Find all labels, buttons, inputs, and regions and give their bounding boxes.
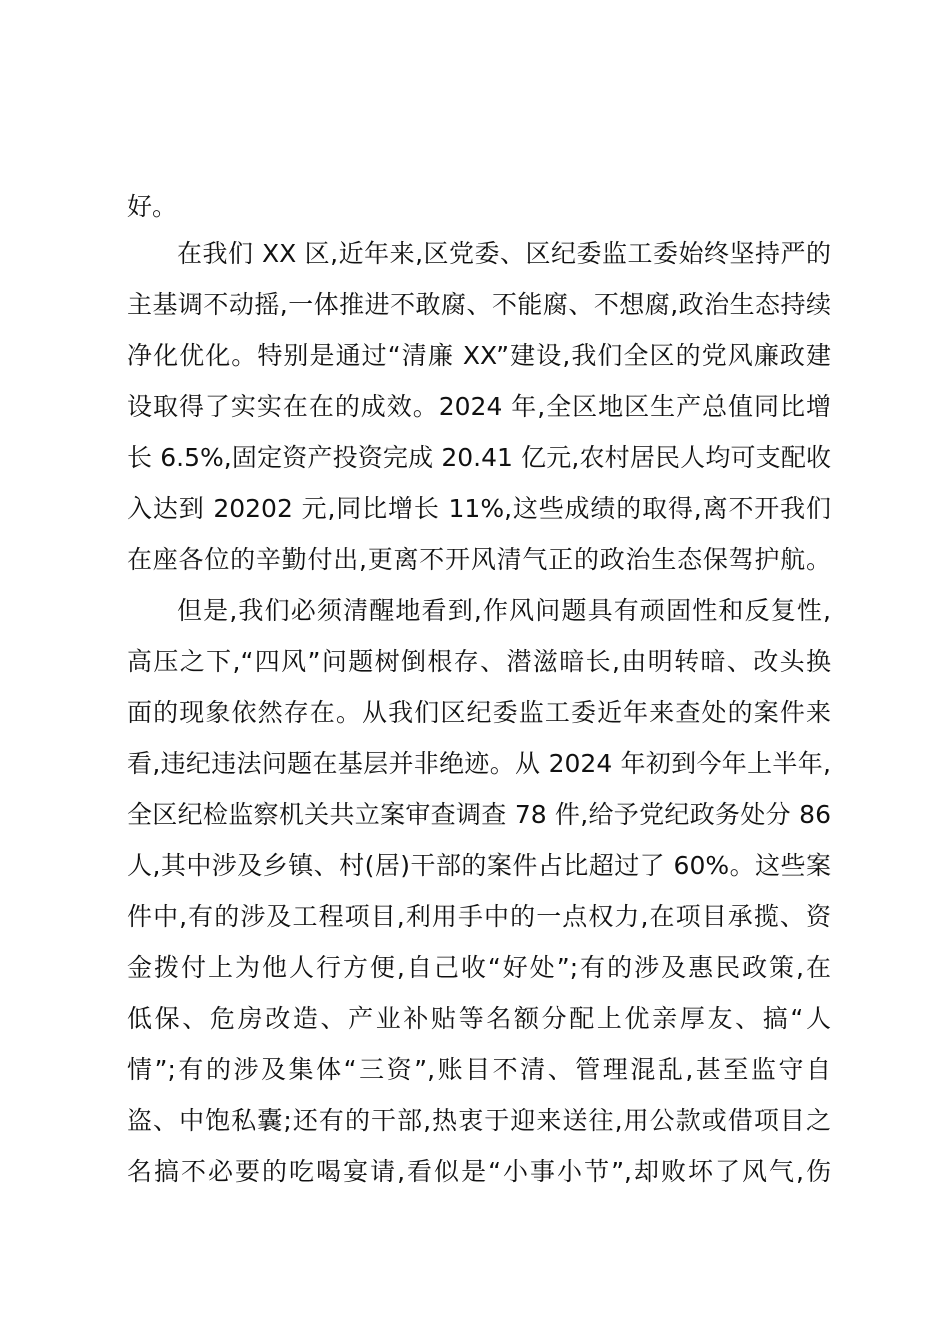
paragraph-line-15: 件中,有的涉及工程项目,利用手中的一点权力,在项目承揽、资 [127,902,831,931]
paragraph-line-8: 在座各位的辛勤付出,更离不开风清气正的政治生态保驾护航。 [127,545,831,574]
paragraph-line-1: 好。 [127,192,178,221]
paragraph-line-17: 低保、危房改造、产业补贴等名额分配上优亲厚友、搞“人 [127,1004,831,1033]
paragraph-line-14: 人,其中涉及乡镇、村(居)干部的案件占比超过了 60%。这些案 [127,851,831,880]
paragraph-line-6: 长 6.5%,固定资产投资完成 20.41 亿元,农村居民人均可支配收 [127,443,831,472]
paragraph-line-9: 但是,我们必须清醒地看到,作风问题具有顽固性和反复性, [177,596,831,625]
paragraph-line-5: 设取得了实实在在的成效。2024 年,全区地区生产总值同比增 [127,392,831,421]
paragraph-line-11: 面的现象依然存在。从我们区纪委监工委近年来查处的案件来 [127,698,831,727]
paragraph-line-2: 在我们 XX 区,近年来,区党委、区纪委监工委始终坚持严的 [177,239,831,268]
paragraph-line-18: 情”;有的涉及集体“三资”,账目不清、管理混乱,甚至监守自 [127,1055,831,1084]
paragraph-line-7: 入达到 20202 元,同比增长 11%,这些成绩的取得,离不开我们 [127,494,831,523]
paragraph-line-16: 金拨付上为他人行方便,自己收“好处”;有的涉及惠民政策,在 [127,953,831,982]
paragraph-line-19: 盗、中饱私囊;还有的干部,热衷于迎来送往,用公款或借项目之 [127,1106,831,1135]
paragraph-line-20: 名搞不必要的吃喝宴请,看似是“小事小节”,却败坏了风气,伤 [127,1157,831,1186]
paragraph-line-4: 净化优化。特别是通过“清廉 XX”建设,我们全区的党风廉政建 [127,341,831,370]
paragraph-line-13: 全区纪检监察机关共立案审查调查 78 件,给予党纪政务处分 86 [127,800,831,829]
paragraph-line-3: 主基调不动摇,一体推进不敢腐、不能腐、不想腐,政治生态持续 [127,290,831,319]
paragraph-line-10: 高压之下,“四风”问题树倒根存、潜滋暗长,由明转暗、改头换 [127,647,831,676]
paragraph-line-12: 看,违纪违法问题在基层并非绝迹。从 2024 年初到今年上半年, [127,749,831,778]
